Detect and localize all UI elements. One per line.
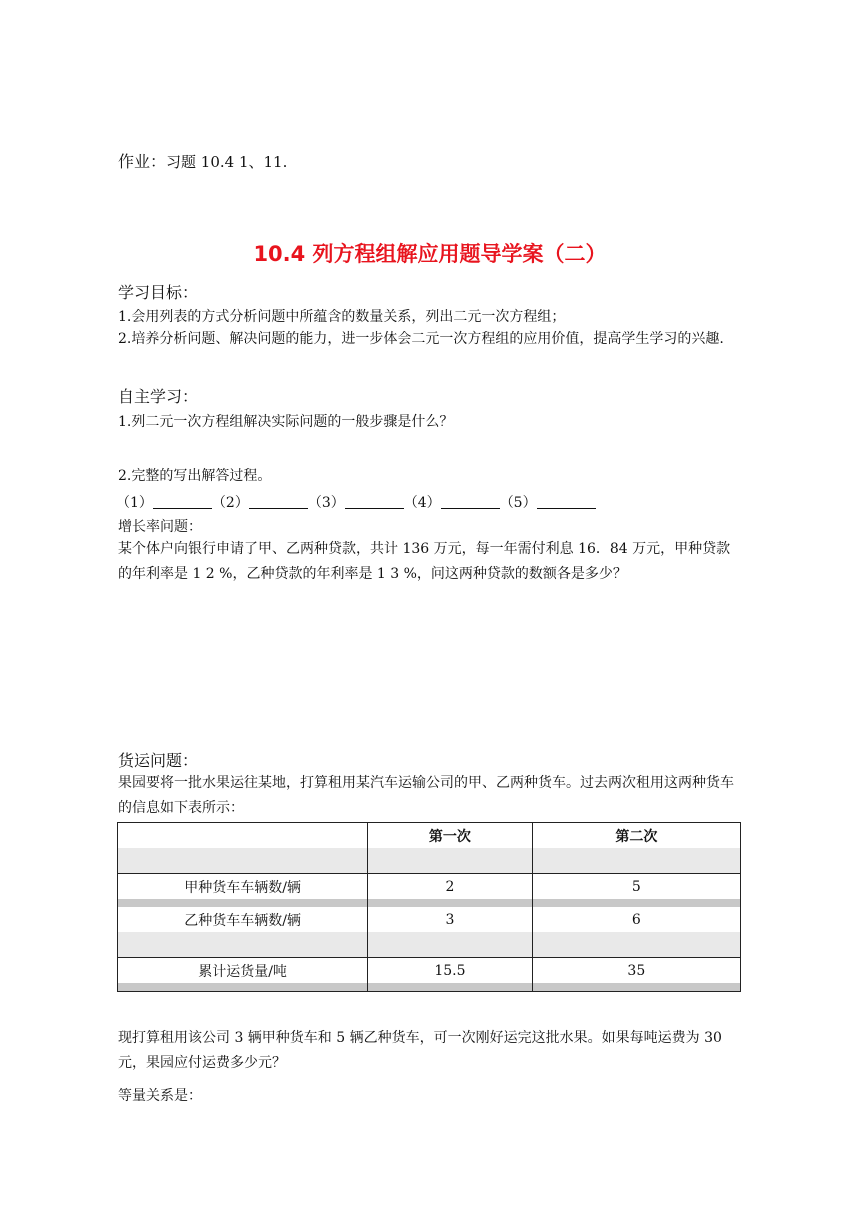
homework-text: 习题 10.4 1、11. <box>166 153 288 171</box>
table-spacer-row <box>118 848 741 874</box>
table-spacer-row <box>118 932 741 958</box>
table-row <box>118 907 741 932</box>
answer-blank-1[interactable] <box>153 494 212 509</box>
objective-item-1: 1.会用列表的方式分析问题中所蕴含的数量关系，列出二元一次方程组； <box>118 309 566 325</box>
blank-label-4: （4） <box>403 495 441 511</box>
page-title: 10.4 列方程组解应用题导学案（二） <box>253 242 607 266</box>
table-header-cell <box>118 823 368 849</box>
blank-label-2: （2） <box>211 495 249 511</box>
freight-table <box>117 822 741 992</box>
table-spacer-row <box>118 899 741 907</box>
answer-blank-3[interactable] <box>345 494 404 509</box>
table-row-label: 甲种货车车辆数/辆 <box>118 874 368 900</box>
growth-problem: 某个体户向银行申请了甲、乙两种贷款，共计 136 万元，每一年需付利息 16．84 万元，甲种贷款的年利率是 1 2 %，乙种贷款的年利率是 1 3 %，问这两种贷款的数额各是多少？ <box>118 541 731 582</box>
table-cell: 5 <box>532 874 740 900</box>
table-cell: 6 <box>532 907 740 932</box>
blank-label-5: （5） <box>499 495 537 511</box>
table-header-first: 第一次 <box>368 823 533 849</box>
answer-blank-5[interactable] <box>537 494 596 509</box>
freight-question: 现打算租用该公司 3 辆甲种货车和 5 辆乙种货车，可一次刚好运完这批水果。如果每吨运费为 30 元，果园应付运费多少元？ <box>118 1030 722 1071</box>
table-header-row <box>118 823 741 849</box>
growth-heading: 增长率问题： <box>118 519 202 535</box>
self-study-question-1: 1.列二元一次方程组解决实际问题的一般步骤是什么？ <box>118 414 454 430</box>
objectives-heading: 学习目标： <box>118 283 199 302</box>
table-cell: 35 <box>532 958 740 984</box>
answer-blank-2[interactable] <box>249 494 308 509</box>
self-study-heading: 自主学习： <box>118 387 199 406</box>
table-row <box>118 874 741 900</box>
table-header-second: 第二次 <box>532 823 740 849</box>
homework-line <box>118 149 287 172</box>
table-spacer-row <box>118 983 741 992</box>
table-cell: 15.5 <box>368 958 533 984</box>
table-cell: 3 <box>368 907 533 932</box>
table-row-label: 乙种货车车辆数/辆 <box>118 907 368 932</box>
freight-intro: 果园要将一批水果运往某地，打算租用某汽车运输公司的甲、乙两种货车。过去两次租用这两种货车的信息如下表所示： <box>118 775 734 816</box>
homework-label: 作业： <box>118 152 167 171</box>
equation-relation: 等量关系是： <box>118 1088 202 1104</box>
table-row-label: 累计运货量/吨 <box>118 958 368 984</box>
table-row <box>118 958 741 984</box>
objective-item-2: 2.培养分析问题、解决问题的能力，进一步体会二元一次方程组的应用价值，提高学生学习的兴趣. <box>118 331 724 347</box>
blank-label-3: （3） <box>307 495 345 511</box>
answer-blank-4[interactable] <box>441 494 500 509</box>
table-cell: 2 <box>368 874 533 900</box>
freight-heading: 货运问题： <box>118 751 199 770</box>
answer-blanks <box>116 492 596 512</box>
self-study-question-2: 2.完整的写出解答过程。 <box>118 468 272 484</box>
blank-label-1: （1） <box>116 495 153 511</box>
